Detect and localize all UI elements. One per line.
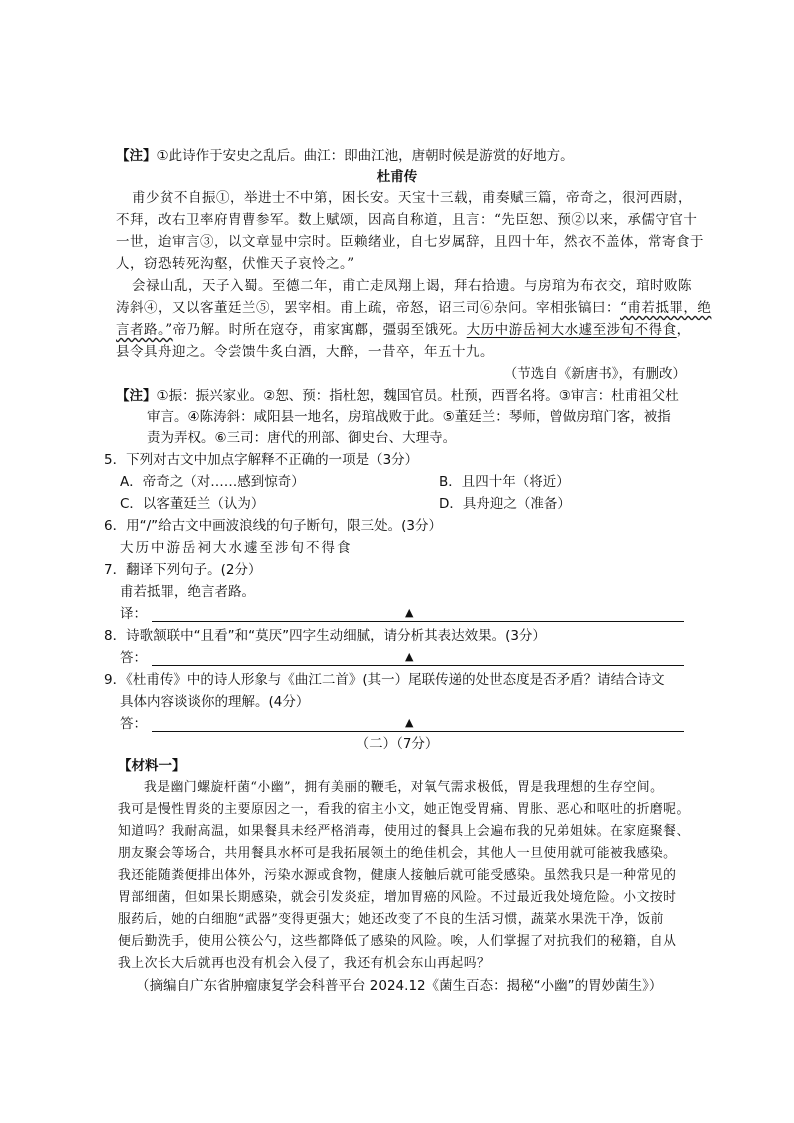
wavy-underlined-sentence-part2: 言者路。” <box>116 322 173 338</box>
question-5-option-c: C．以客董廷兰（认为） <box>120 496 265 512</box>
question-9-stem-line2: 具体内容谈谈你的理解。(4分） <box>120 694 310 710</box>
material-1-source: （摘编自广东省肿瘤康复学会科普平台 2024.12《菌生百态：揭秘“小幽”的胃妙菌生》） <box>136 978 663 994</box>
material-1-line8: 便后勤洗手，使用公筷公勺，这些都降低了感染的风险。唉，人们掌握了对抗我们的秘籍，自从 <box>118 934 677 949</box>
material-1-line4: 朋友聚会等场合，共用餐具水杯可是我拓展领土的绝佳机会，其他人一旦使用就可能被我感染。 <box>118 846 677 861</box>
question-5-option-a: A．帝奇之（对……感到惊奇） <box>120 474 305 490</box>
wavy-underlined-sentence-part1: “甫若抵罪，绝 <box>620 300 712 316</box>
question-6-sentence: 大历中游岳祠大水遽至涉旬不得食 <box>120 540 353 556</box>
question-6-stem: 6．用“/”给古文中画波浪线的句子断句，限三处。(3分） <box>104 518 442 534</box>
material-1-line2: 我可是慢性胃炎的主要原因之一，看我的宿主小文，她正饱受胃痛、胃胀、恶心和呕吐的折磨呢。 <box>118 802 690 817</box>
question-8-answer-label: 答： <box>120 650 147 666</box>
underlined-sentence: 大历中游岳祠大水遽至涉旬不得食 <box>466 322 677 338</box>
note-2-line2: 审言。④陈涛斜：咸阳县一地名，房琯战败于此。⑤董廷兰：琴师，曾做房琯门客，被指 <box>147 409 671 425</box>
question-8-answer-line[interactable] <box>152 665 684 666</box>
question-9-answer-label: 答： <box>120 716 147 732</box>
biography-para1-line1: 甫少贫不自振①，举进士不中第，困长安。天宝十三载，甫奏赋三篇，帝奇之，很河西尉， <box>132 190 692 206</box>
question-5-option-b: B．且四十年（将近） <box>439 474 570 490</box>
biography-para1-line3: 一世，迨审言③，以文章显中宗时。臣赖绪业，自七岁属辞，且四十年，然衣不盖体，常寄食于 <box>116 234 704 250</box>
question-7-stem: 7．翻译下列句子。(2分） <box>104 562 262 578</box>
comma: ， <box>676 322 691 338</box>
question-8-triangle-icon: ▲ <box>405 650 414 663</box>
biography-para2-line3 <box>116 320 691 340</box>
section-2-title: （二）（7分） <box>355 736 439 752</box>
note-2-line1 <box>116 386 679 406</box>
note-2-prefix: 【注】 <box>116 388 157 404</box>
material-1-line1: 我是幽门螺旋杆菌“小幽”，拥有美丽的鞭毛，对氧气需求极低，胃是我理想的生存空间。 <box>144 780 664 795</box>
material-1-line9: 我上次长大后就再也没有机会入侵了，我还有机会东山再起吗？ <box>118 956 491 971</box>
question-7-sentence: 甫若抵罪，绝言者路。 <box>120 584 255 600</box>
biography-para2-line4: 县令具舟迎之。令尝馈牛炙白酒，大醉，一昔卒，年五十九。 <box>116 344 494 360</box>
biography-para2-line2 <box>116 298 711 318</box>
material-1-line5: 我还能随粪便排出体外，污染水源或食物，健康人接触后就可能受感染。虽然我只是一种常见的 <box>118 868 677 883</box>
question-7-answer-line[interactable] <box>152 621 684 622</box>
biography-para1-line4: 人，窃恐转死沟壑，伏惟天子哀怜之。” <box>116 256 355 272</box>
question-7-answer-label: 译： <box>120 606 147 622</box>
biography-title: 杜甫传 <box>376 169 418 185</box>
question-9-triangle-icon: ▲ <box>405 716 414 729</box>
material-1-line7: 服药后，她的白细胞“武器”变得更强大；她还改变了不良的生活习惯，蔬菜水果洗干净，饭前 <box>118 912 664 927</box>
question-5-option-d: D．具舟迎之（准备） <box>439 496 571 512</box>
biography-para2-line1: 会禄山乱，天子入蜀。至德二年，甫亡走凤翔上谒，拜右拾遗。与房琯为布衣交，琯时败陈 <box>132 278 692 294</box>
note-2-line3: 责为弄权。⑥三司：唐代的刑部、御史台、大理寺。 <box>147 430 457 446</box>
material-1-line6: 胃部细菌，但如果长期感染，就会引发炎症，增加胃癌的风险。不过最近我处境危险。小文按时 <box>118 890 677 905</box>
question-7-triangle-icon: ▲ <box>405 606 414 619</box>
material-1-title: 【材料一】 <box>118 758 186 774</box>
biography-para1-line2: 不拜，改右卫率府胄曹参军。数上赋颂，因高自称道，且言：“先臣恕、预②以来，承儒守官十 <box>116 212 698 228</box>
note-1-text: ①此诗作于安史之乱后。曲江：即曲江池，唐朝时候是游赏的好地方。 <box>156 148 574 164</box>
question-9-stem-line1: 9．《杜甫传》中的诗人形象与《曲江二首》(其一）尾联传递的处世态度是否矛盾？请结合诗文 <box>104 672 665 688</box>
question-5-stem: 5．下列对古文中加点字解释不正确的一项是（3分） <box>104 452 419 468</box>
question-8-stem: 8．诗歌颔联中“且看”和“莫厌”四字生动细腻，请分析其表达效果。(3分） <box>104 628 546 644</box>
biography-para2-line3-mid: 帝乃解。时所在寇夺，甫家寓鄜，彊弱至饿死。 <box>172 322 467 338</box>
biography-para2-line2-text: 涛斜④，又以客董廷兰⑤，罢宰相。甫上疏，帝怒，诏三司⑥杂问。宰相张镐曰： <box>116 300 620 316</box>
question-9-answer-line[interactable] <box>152 731 684 732</box>
biography-source: （节选自《新唐书》，有删改） <box>503 366 686 382</box>
material-1-line3: 知道吗？我耐高温，如果餐具未经严格消毒，使用过的餐具上会遍布我的兄弟姐妹。在家庭聚餐、 <box>118 824 690 839</box>
note-1 <box>116 146 574 166</box>
note-1-prefix: 【注】 <box>116 148 157 164</box>
note-2-text-1: ①振：振兴家业。②恕、预：指杜恕，魏国官员。杜预，西晋名将。③审言：杜甫祖父杜 <box>156 388 679 404</box>
